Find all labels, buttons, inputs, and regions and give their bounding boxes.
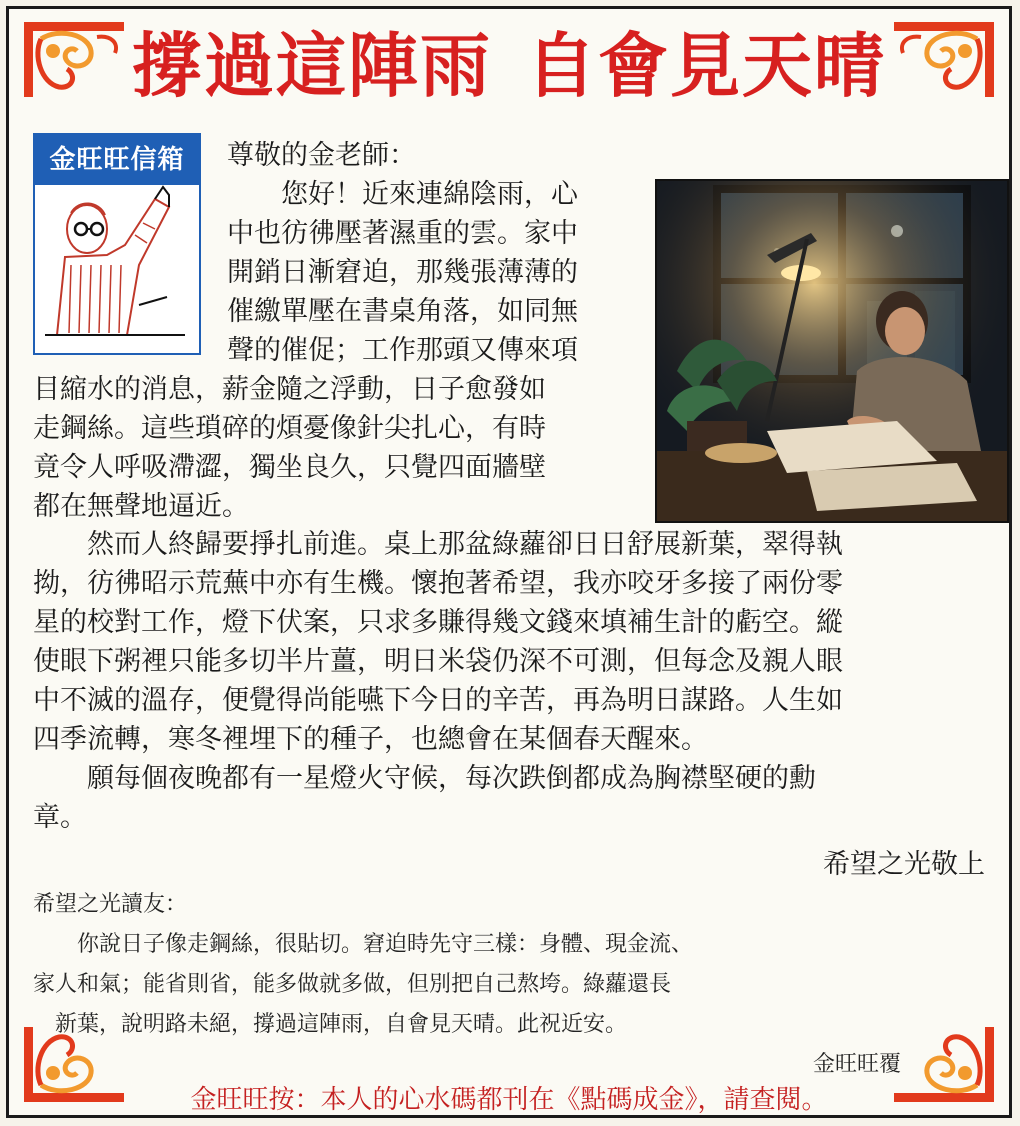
letter-paragraph-2 — [33, 525, 1005, 759]
letter-line: 願每個夜晚都有一星燈火守候，每次跌倒都成為胸襟堅硬的勳 — [33, 763, 816, 794]
letter-line: 催繳單壓在書桌角落，如同無 — [227, 296, 578, 327]
letter-line: 使眼下粥裡只能多切半片薑，明日米袋仍深不可測，但每念及親人眼 — [33, 646, 843, 677]
letter-line: 四季流轉，寒冬裡埋下的種子，也總會在某個春天醒來。 — [33, 724, 708, 755]
newspaper-column — [6, 6, 1012, 1118]
headline-part-2: 自會見天晴 — [526, 25, 886, 107]
reply-salutation: 希望之光讀友： — [33, 892, 188, 917]
column-logo-title: 金旺旺信箱 — [35, 135, 199, 185]
letter-line: 聲的催促；工作那頭又傳來項 — [227, 335, 578, 366]
letter-line: 中不滅的溫存，便覺得尚能嚥下今日的辛苦，再為明日謀路。人生如 — [33, 685, 843, 716]
night-desk-photo — [655, 179, 1009, 523]
letter-line: 然而人終歸要掙扎前進。桌上那盆綠蘿卻日日舒展新葉，翠得執 — [33, 529, 843, 560]
letter-line: 竟令人呼吸滯澀，獨坐良久，只覺四面牆壁 — [33, 452, 546, 483]
letter-paragraph-1-wrapped — [227, 175, 647, 370]
column-logo — [33, 133, 201, 355]
footer-note: 金旺旺按：本人的心水碼都刊在《點碼成金》，請查閱。 — [190, 1085, 828, 1115]
letter-line: 章。 — [33, 802, 87, 833]
reply-line: 你說日子像走鋼絲，很貼切。窘迫時先守三樣：身體、現金流、 — [33, 932, 694, 957]
letter-signature: 希望之光敬上 — [823, 849, 985, 880]
teacher-illustration-icon — [35, 185, 199, 353]
headline — [9, 21, 1009, 111]
reply-body — [33, 925, 1005, 1045]
letter-salutation: 尊敬的金老師： — [227, 140, 416, 171]
letter-line: 中也彷彿壓著濕重的雲。家中 — [227, 218, 578, 249]
reply-signature: 金旺旺覆 — [812, 1052, 901, 1077]
letter-line: 開銷日漸窘迫，那幾張薄薄的 — [227, 257, 578, 288]
letter-line: 您好！近來連綿陰雨，心 — [227, 179, 578, 210]
reply-line: 家人和氣；能省則省，能多做就多做，但別把自己熬垮。綠蘿還長 — [33, 972, 672, 997]
letter-line: 都在無聲地逼近。 — [33, 491, 249, 522]
letter-line: 走鋼絲。這些瑣碎的煩憂像針尖扎心，有時 — [33, 413, 546, 444]
letter-line: 拗，彷彿昭示荒蕪中亦有生機。懷抱著希望，我亦咬牙多接了兩份零 — [33, 568, 843, 599]
reply-line: 新葉，說明路未絕，撐過這陣雨，自會見天晴。此祝近安。 — [33, 1012, 628, 1037]
letter-paragraph-1-full — [33, 370, 653, 526]
letter-paragraph-3 — [33, 759, 1005, 837]
headline-part-1: 撐過這陣雨 — [132, 25, 492, 107]
letter-line: 星的校對工作，燈下伏案，只求多賺得幾文錢來填補生計的虧空。縱 — [33, 607, 843, 638]
letter-line: 目縮水的消息，薪金隨之浮動，日子愈發如 — [33, 374, 546, 405]
